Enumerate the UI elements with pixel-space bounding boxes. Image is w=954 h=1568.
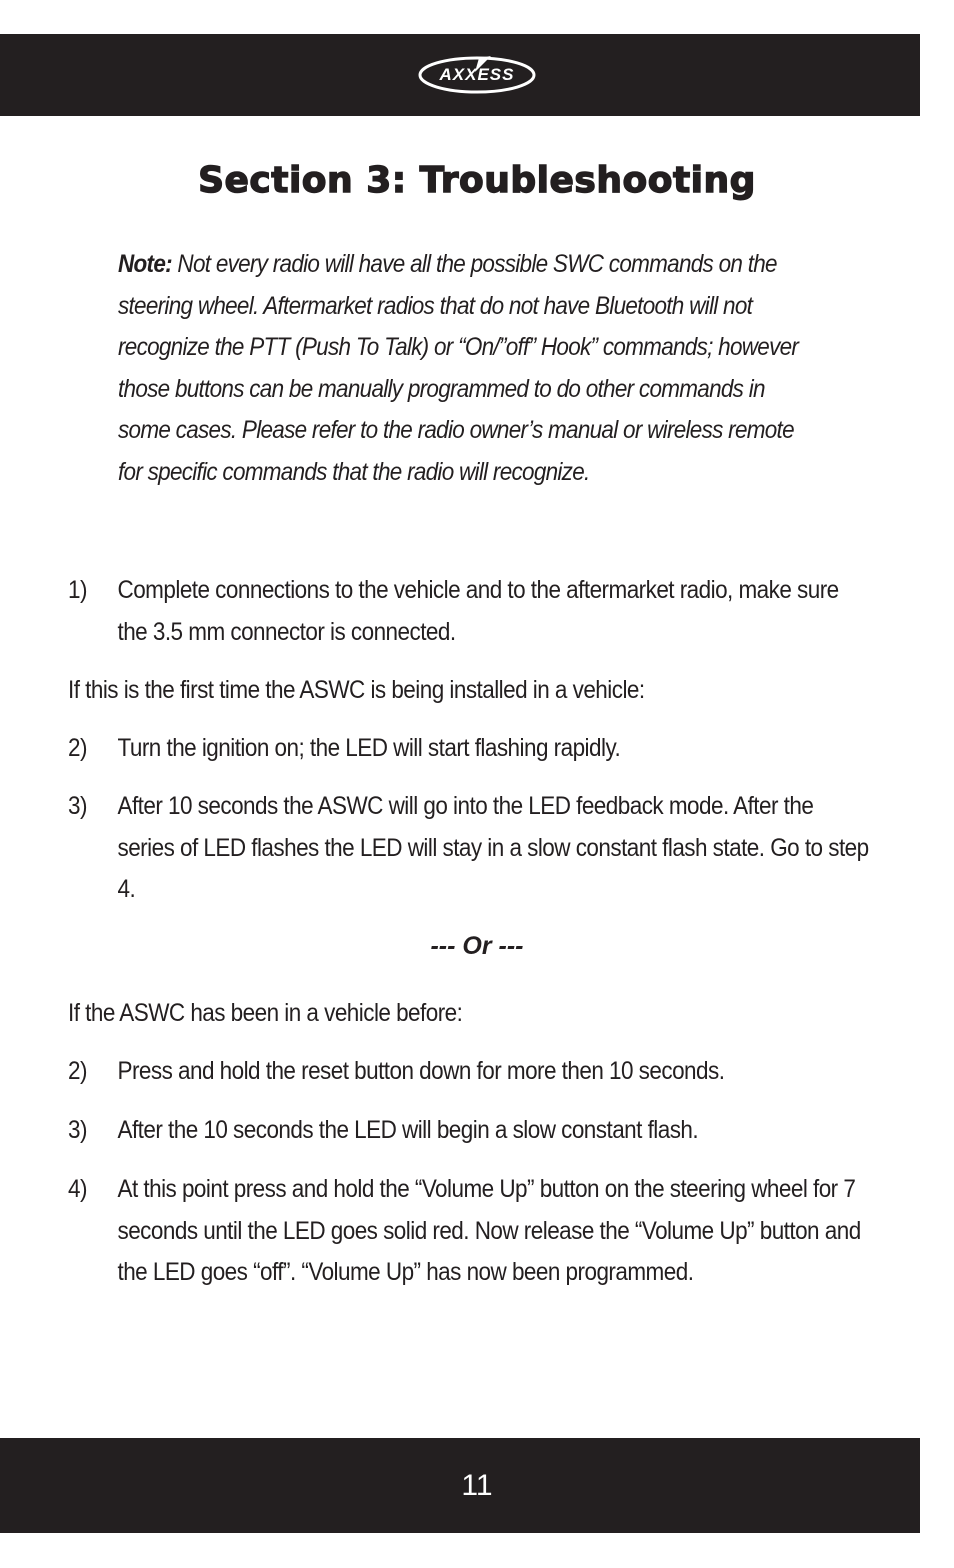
step-1-block [68,570,878,653]
first-time-step-2-block [68,728,878,770]
before-step-3-block [68,1110,878,1152]
section-title: Section 3: Troubleshooting [198,160,756,201]
step-text: Press and hold the reset button down for more then 10 seconds. [117,1057,725,1085]
note-text: Not every radio will have all the possible SWC commands on the steering wheel. Aftermarket radios that do not have Bluetooth will not recognize the PTT (Push To Talk) or “On/”off” Hook” commands; however those buttons can be manually programmed to do other commands in some cases. Please refer to the radio owner’s manual or wireless remote for specific commands that the radio will recognize. [118,250,799,486]
list-item [68,1110,878,1152]
step-text: After 10 seconds the ASWC will go into the LED feedback mode. After the series of LED flashes the LED will stay in a slow constant flash state. Go to step 4. [117,792,869,904]
step-text: At this point press and hold the “Volume Up” button on the steering wheel for 7 seconds until the LED goes solid red. Now release the “Volume Up” button and the LED goes “off”. “Volume Up” has now been programmed. [117,1175,861,1287]
before-step-4-block [68,1169,878,1294]
step-number: 4) [68,1175,87,1203]
note-paragraph [118,244,820,494]
before-intro: If the ASWC has been in a vehicle before: [68,999,463,1027]
first-time-intro-block [68,670,869,712]
header-bar [0,34,920,116]
page-number: 11 [461,1469,493,1502]
step-number: 3) [68,792,87,820]
list-item [68,1169,878,1294]
list-item [68,728,878,770]
step-text: After the 10 seconds the LED will begin a slow constant flash. [117,1116,699,1144]
list-item [68,786,878,911]
footer-bar [0,1438,920,1533]
step-number: 2) [68,1057,87,1085]
step-text: Complete connections to the vehicle and to the aftermarket radio, make sure the 3.5 mm connector is connected. [117,576,839,646]
note-label: Note: [118,250,172,278]
first-time-intro: If this is the first time the ASWC is being installed in a vehicle: [68,676,645,704]
step-number: 2) [68,734,87,762]
before-step-2-block [68,1051,878,1093]
axxess-logo [417,54,537,96]
first-time-step-3-block [68,786,878,911]
logo-text: AXXESS [439,65,515,84]
step-number: 1) [68,576,87,604]
list-item [68,570,878,653]
step-text: Turn the ignition on; the LED will start flashing rapidly. [117,734,621,762]
or-divider: --- Or --- [430,932,524,960]
before-intro-block [68,993,869,1035]
list-item [68,1051,878,1093]
step-number: 3) [68,1116,87,1144]
